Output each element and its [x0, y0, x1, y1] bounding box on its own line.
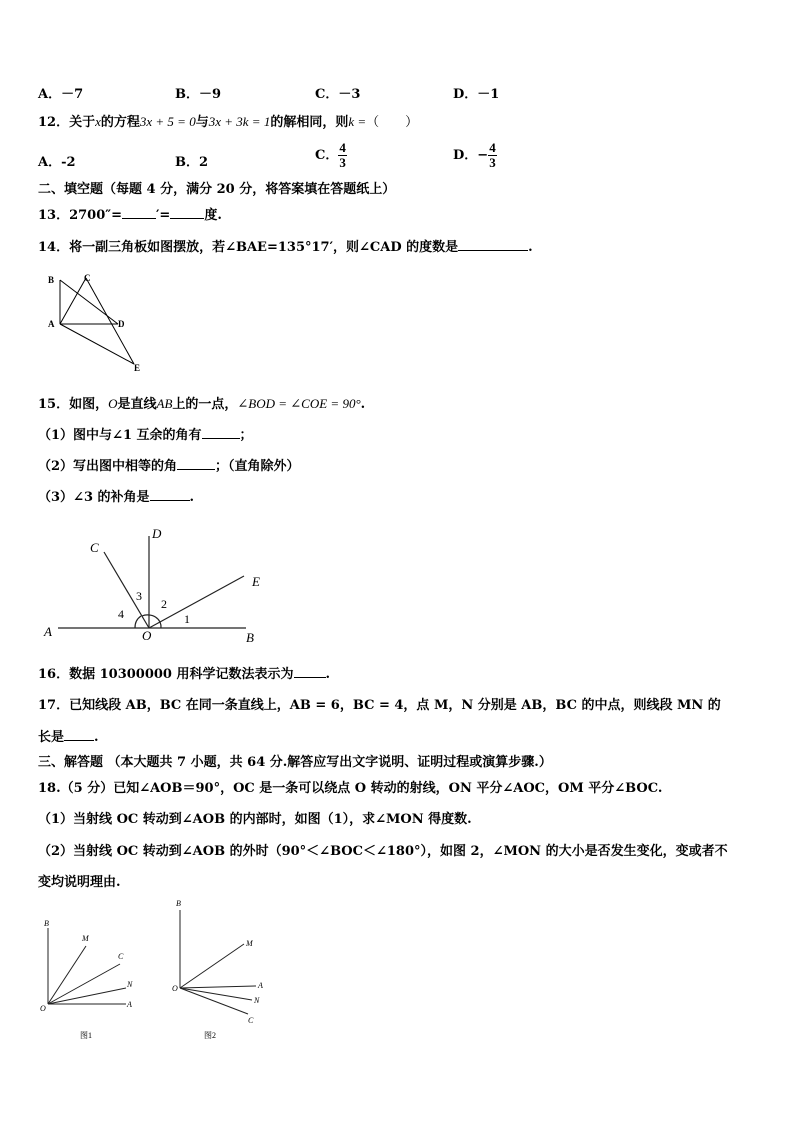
- q14-blank[interactable]: [458, 250, 528, 251]
- q16-blank[interactable]: [294, 677, 326, 678]
- q18-fig2-label-c: C: [248, 1016, 254, 1025]
- q15-figure: [36, 520, 266, 650]
- q18-sub-1: （1）当射线 OC 转动到∠AOB 的内部时，如图（1），求∠MON 得度数.: [38, 812, 472, 827]
- q18-fig2-label-n: N: [254, 996, 260, 1005]
- q12-option-d-fraction: [488, 141, 497, 170]
- q15-angle-4: 4: [118, 607, 124, 621]
- q15-arc-2: [149, 615, 160, 622]
- q12-option-d-numerator: 4: [489, 140, 496, 155]
- q17-blank[interactable]: [64, 740, 94, 741]
- q14-label-d: D: [118, 319, 125, 329]
- q15-arc-1: [160, 622, 161, 628]
- q15-sub-3-end: .: [189, 490, 195, 505]
- q15-arc-3: [142, 615, 149, 616]
- q18-fig1-ray-on: [48, 988, 126, 1004]
- q18-figure-1: [36, 912, 146, 1042]
- q15-sub-2-end: ；（直角除外）: [215, 459, 300, 474]
- q12-option-c: [315, 141, 347, 170]
- q15-text-b: 是直线: [117, 397, 157, 412]
- q13-blank-2[interactable]: [170, 218, 204, 219]
- q18-fig2-label-m: M: [246, 939, 253, 948]
- q15-stem: [38, 396, 365, 413]
- q15-sub-3: [38, 490, 194, 506]
- q14-label-e: E: [134, 363, 141, 373]
- q12-paren: （ ）: [366, 115, 419, 130]
- q12-prefix: 12．关于: [38, 115, 96, 130]
- q11-option-a: A．－7: [38, 87, 84, 102]
- q18-fig1-label-o: O: [40, 1004, 46, 1013]
- q15-ray-oc: [104, 552, 149, 628]
- q15-equation: ∠BOD = ∠COE = 90°: [237, 396, 361, 411]
- q12-option-d-denominator: 3: [489, 155, 496, 170]
- q13-text-c: 度.: [204, 208, 222, 223]
- q14-label-a: A: [48, 319, 55, 329]
- q12-option-c-denominator: 3: [339, 155, 346, 170]
- q18-fig1-ray-om: [48, 946, 86, 1004]
- q15-point-o: O: [108, 396, 118, 411]
- q15-text-d: .: [360, 397, 366, 412]
- q11-option-c: C．－3: [315, 87, 361, 102]
- q18-fig2-ray-on: [180, 988, 252, 1000]
- q12-text-2: 与: [195, 115, 209, 130]
- q14-figure: [36, 270, 146, 376]
- q11-option-b: B．－9: [175, 87, 222, 102]
- q18-fig2-ray-oc: [180, 988, 248, 1014]
- q15-sub-1-end: ；: [239, 428, 253, 443]
- q18-fig1-caption: 图1: [80, 1031, 92, 1040]
- q18-fig1-label-n: N: [127, 980, 133, 989]
- q18-fig2-label-b: B: [176, 899, 181, 908]
- q12-option-c-label: C．: [315, 148, 339, 163]
- q18-fig2-label-a: A: [258, 981, 263, 990]
- q18-fig1-label-b: B: [44, 919, 49, 928]
- q12-text-1: 的方程: [100, 115, 140, 130]
- q12-var-x: x: [95, 114, 101, 129]
- q18-fig2-ray-oa: [180, 986, 256, 988]
- q18-fig1-label-c: C: [118, 952, 124, 961]
- q15-sub-3-blank[interactable]: [150, 500, 190, 501]
- q18-sub-2: （2）当射线 OC 转动到∠AOB 的外时（90°＜∠BOC＜∠180°），如图 2，∠MON 的大小是否发生变化，变或者不: [38, 844, 728, 859]
- q12-option-d-sign: −: [477, 148, 489, 163]
- q11-option-d: D．－1: [453, 87, 500, 102]
- q16-text: 16．数据 10300000 用科学记数法表示为: [38, 667, 294, 682]
- q16: [38, 667, 330, 683]
- q14-text: 14．将一副三角板如图摆放，若∠BAE=135°17′，则∠CAD 的度数是: [38, 240, 459, 255]
- q18-fig2-ray-om: [180, 944, 244, 988]
- q17-line-2: [38, 730, 99, 746]
- q13-text-a: 13．2700″=: [38, 208, 122, 223]
- q18-stem: 18.（5 分）已知∠AOB＝90°，OC 是一条可以绕点 O 转动的射线，ON 平分∠AOC，OM 平分∠BOC.: [38, 781, 663, 796]
- section-2-heading: 二、填空题（每题 4 分，满分 20 分，将答案填在答题纸上）: [38, 182, 396, 197]
- q14: [38, 240, 533, 256]
- q17-line-2-end: .: [94, 730, 99, 745]
- q13-text-b: ′=: [155, 208, 171, 223]
- q15-sub-1: [38, 428, 253, 444]
- section-3-heading: 三、解答题 （本大题共 7 小题，共 64 分.解答应写出文字说明、证明过程或演算步骤.）: [38, 755, 552, 770]
- q18-fig1-label-a: A: [127, 1000, 132, 1009]
- q15-sub-1-text: （1）图中与∠1 互余的角有: [38, 428, 202, 443]
- q15-sub-2: [38, 459, 300, 475]
- q15-angle-2: 2: [161, 597, 167, 611]
- q18-fig2-label-o: O: [172, 984, 178, 993]
- q15-sub-2-text: （2）写出图中相等的角: [38, 459, 178, 474]
- q15-sub-1-blank[interactable]: [202, 438, 240, 439]
- q13: [38, 208, 222, 224]
- q15-sub-2-blank[interactable]: [177, 469, 215, 470]
- q15-label-o: O: [142, 628, 152, 643]
- q15-angle-3: 3: [136, 589, 142, 603]
- q12-option-a: A．-2: [38, 155, 76, 170]
- q18-sub-2-continued: 变均说明理由.: [38, 875, 121, 890]
- q16-end: .: [325, 667, 331, 682]
- q18-fig1-ray-oc: [48, 964, 120, 1004]
- q15-label-e: E: [252, 574, 260, 589]
- q14-line-bd: [60, 280, 118, 324]
- q14-line-ac: [60, 278, 86, 324]
- q15-line-ab: AB: [156, 396, 173, 411]
- q18-fig2-caption: 图2: [204, 1031, 216, 1040]
- q12-equation-2: 3x + 3k = 1: [208, 114, 271, 129]
- q17-line-1: 17．已知线段 AB，BC 在同一条直线上，AB = 6，BC = 4，点 M，N 分别是 AB，BC 的中点，则线段 MN 的: [38, 698, 721, 713]
- q15-label-d: D: [152, 526, 162, 541]
- q18-fig1-label-m: M: [82, 934, 89, 943]
- q15-arc-4: [135, 616, 141, 628]
- q18-figure-2: [166, 896, 276, 1042]
- q15-label-b: B: [246, 630, 254, 645]
- q12-k: k =: [348, 114, 367, 129]
- q17-line-2-text: 长是: [38, 730, 65, 745]
- q12-stem: [38, 114, 418, 131]
- q13-blank-1[interactable]: [122, 218, 156, 219]
- q12-option-c-fraction: [338, 141, 347, 170]
- q15-sub-3-text: （3）∠3 的补角是: [38, 490, 150, 505]
- q15-text-a: 15．如图，: [38, 397, 109, 412]
- q12-equation-1: 3x + 5 = 0: [139, 114, 196, 129]
- q12-text-3: 的解相同，则: [270, 115, 349, 130]
- q15-label-a: A: [44, 624, 52, 639]
- q12-option-d: [453, 141, 497, 170]
- q12-option-b: B．2: [175, 155, 209, 170]
- q15-label-c: C: [90, 540, 99, 555]
- q15-angle-1: 1: [184, 612, 190, 626]
- q15-text-c: 上的一点，: [172, 397, 238, 412]
- q12-option-d-label: D．: [453, 148, 478, 163]
- q12-option-c-numerator: 4: [339, 140, 346, 155]
- q14-end: .: [528, 240, 533, 255]
- q14-label-c: C: [84, 273, 91, 283]
- q14-label-b: B: [48, 275, 55, 285]
